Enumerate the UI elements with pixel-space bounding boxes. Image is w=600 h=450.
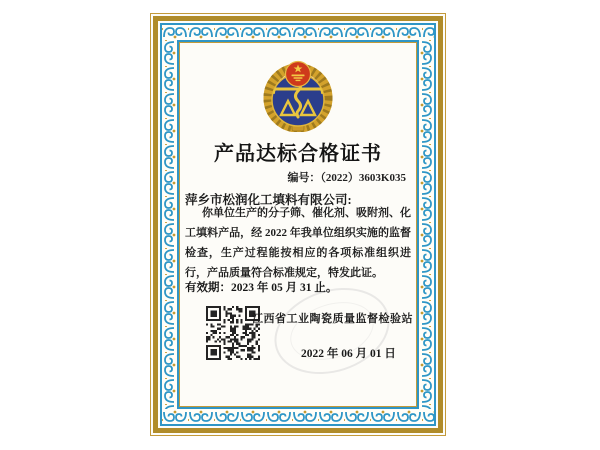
issuer-name: 江西省工业陶瓷质量监督检验站 xyxy=(252,313,413,325)
certificate-blue-line-outer xyxy=(160,23,436,426)
validity-line: 有效期：2023 年 05 月 31 止。 xyxy=(185,282,338,294)
quality-supervision-emblem-icon xyxy=(180,56,416,137)
certificate-number: 编号：（2022）3603K035 xyxy=(287,172,406,184)
certificate-blue-line-inner xyxy=(177,40,419,409)
scroll-ornament-bottom xyxy=(162,409,434,424)
scroll-ornament-top xyxy=(162,25,434,40)
recipient-company: 萍乡市松润化工填料有限公司: xyxy=(185,193,352,207)
scroll-ornament-right xyxy=(419,40,434,409)
certificate xyxy=(150,13,446,436)
certificate-body-text: 你单位生产的分子筛、催化剂、吸附剂、化工填料产品，经 2022 年我单位组织实施的监督检查，生产过程能按相应的各项标准组织进行，产品质量符合标准规定，特发此证。 xyxy=(185,207,411,279)
certificate-gold-band xyxy=(153,16,443,433)
certificate-title: 产品达标合格证书 xyxy=(214,143,382,165)
scroll-ornament-left xyxy=(162,40,177,409)
certificate-content xyxy=(180,43,416,406)
certificate-ornament-frame xyxy=(162,25,434,424)
certificate-outer-border xyxy=(150,13,446,436)
certificate-inner-gold-line xyxy=(179,42,417,407)
issue-date: 2022 年 06 月 01 日 xyxy=(301,348,396,360)
